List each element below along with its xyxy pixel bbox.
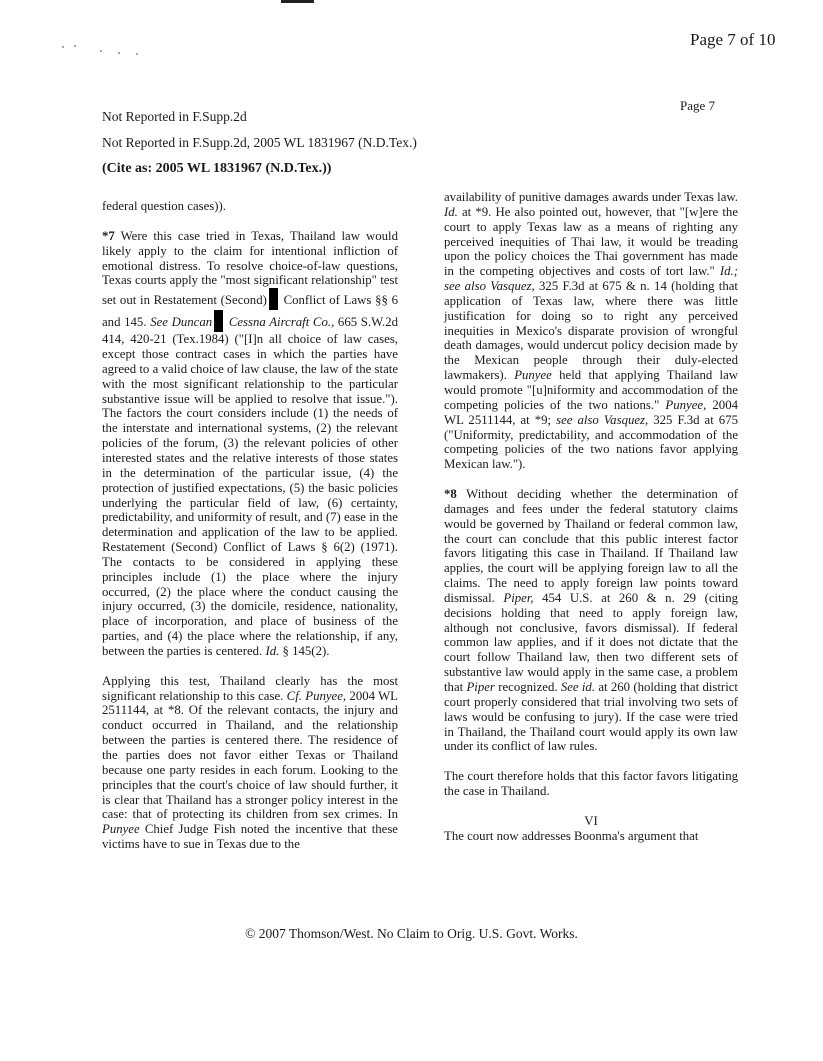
paragraph: *7 Were this case tried in Texas, Thailand law would likely apply to the claim for intentional infliction of emotional distress. To resolve choice-of-law questions, Texas courts apply the "most significant relationship" test set out in Restatement (Second) Conflict of Laws §§ 6 and 145. See Duncan Cessna Aircraft Co., 665 S.W.2d 414, 420-21 (Tex.1984) ("[I]n all choice of law cases, except those contract cases in which the parties have agreed to a valid choice of law clause, the law of the state with the most significant relationship to the particular substantive issue will be applied to resolve that issue."). The factors the court considers include (1) the needs of the interstate and international systems, (2) the relevant policies of the forum, (3) the relevant policies of other interested states and the relative interests of those states in the determination of the particular issue, (4) the protection of justified expectations, (5) the basic policies underlying the particular field of law, (6) certainty, predictability, and uniformity of result, and (7) ease in the determination and application of the law to be applied. Restatement (Second) Conflict of Laws § 6(2) (1971). The contacts to be considered in applying these principles include (1) the place where the injury occurred, (2) the place where the conduct causing the injury occurred, (3) the domicile, residence, nationality, place of incorporation, and place of business of the parties, and (4) the place where the relationship, if any, between the parties is centered. Id. § 145(2).	[102, 228, 399, 658]
paragraph: Applying this test, Thailand clearly has the most significant relationship to this case. Cf. Punyee, 2004 WL 2511144, at *8. Of the relevant contacts, the injury and conduct occurred in Thailand, and the relationship between the parties is centered there. The residence of the parties does not favor either Texas or Thailand because one party resides in each forum. Looking to the principles that the court's choice of law should further, it is clear that Thailand has a stronger policy interest in the case: that of protecting its children from sex crimes. In Punyee Chief Judge Fish noted the incentive that these victims have to sue in Texas due to the	[102, 673, 399, 852]
paragraph: *8 Without deciding whether the determination of damages and fees under the federal statutory claims would be governed by Thailand or federal common law, the court can conclude that this public interest factor favors litigating this case in Thailand. If Thailand law applies, the court will be applying foreign law to all the claims. The need to apply foreign law points toward dismissal. Piper, 454 U.S. at 260 & n. 29 (citing decisions holding that need to apply foreign law, although not conclusive, favors dismissal). If federal common law applies, and if it does not dictate that the court follow Thailand law, then two different sets of substantive law would apply in the same case, a problem that Piper recognized. See id. at 260 (holding that district court properly considered that trial involving two sets of laws would be confusing to jury). If the case were tried in Thailand, the Thailand court would apply its own law under its conflict of law rules.	[444, 487, 738, 754]
right-column	[444, 190, 738, 844]
page-counter: Page 7 of 10	[690, 30, 776, 49]
top-edge-mark	[281, 0, 314, 3]
citation-line: Not Reported in F.Supp.2d, 2005 WL 1831967 (N.D.Tex.)	[102, 135, 417, 150]
paragraph: The court now addresses Boonma's argument that	[444, 828, 699, 843]
cite-as-line: (Cite as: 2005 WL 1831967 (N.D.Tex.))	[102, 161, 332, 176]
left-column	[102, 199, 398, 852]
report-line: Not Reported in F.Supp.2d	[102, 109, 247, 124]
paragraph: availability of punitive damages awards under Texas law. Id. at *9. He also pointed out, however, that "[w]ere the court to apply Texas law as a means of righting any perceived inequities of Thai law, it would be treading upon the policy choices the Thai government has made in the competing objectives and costs of tort law." Id.; see also Vasquez, 325 F.3d at 675 & n. 14 (holding that application of Texas law, where there was little justification for doing so to right any perceived inequities in Mexico's disparate provision of wrongful death damages, would undercut policy decision made by the Mexican people through their duly-elected lawmakers). Punyee held that applying Thailand law would promote "[u]niformity and accommodation of the competing policies of the two nations." Punyee, 2004 WL 2511144, at *9; see also Vasquez, 325 F.3d at 675 ("Uniformity, predictability, and accommodation of the competing policies of the two nations favor applying Mexican law.").	[444, 190, 739, 472]
page-number: Page 7	[680, 98, 716, 113]
star-page-marker: *7	[102, 228, 115, 243]
paragraph: federal question cases)).	[102, 199, 227, 213]
copyright-footer: © 2007 Thomson/West. No Claim to Orig. U.S. Govt. Works.	[245, 926, 578, 941]
redaction-mark	[214, 310, 223, 332]
redaction-mark	[269, 288, 278, 310]
section-heading: VI	[584, 813, 598, 828]
star-page-marker: *8	[444, 487, 457, 502]
scan-specks	[60, 44, 150, 54]
paragraph: The court therefore holds that this factor favors litigating the case in Thailand.	[444, 769, 738, 799]
